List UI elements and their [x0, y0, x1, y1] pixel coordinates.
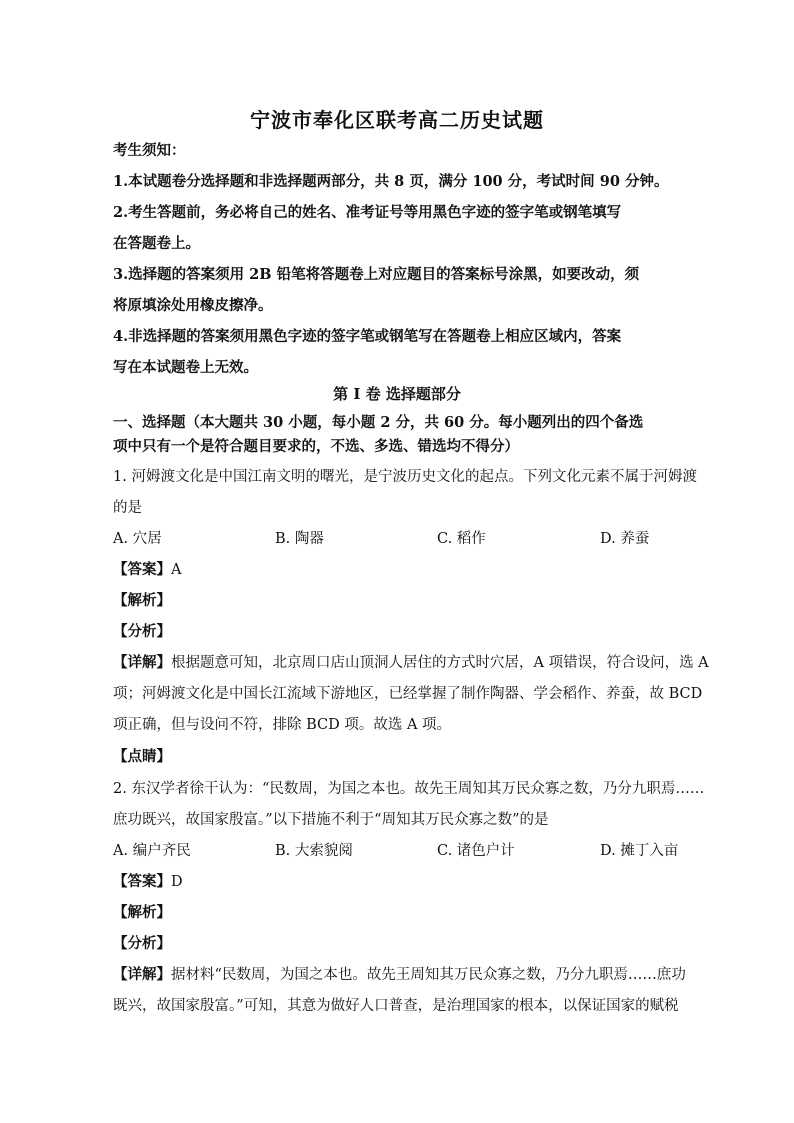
option-d: D. 养蚕 [600, 531, 650, 547]
notice-item: 4.非选择题的答案须用黑色字迹的签字笔或钢笔写在答题卷上相应区域内，答案 [113, 328, 622, 345]
detail-text: 根据题意可知，北京周口店山顶洞人居住的方式时穴居，A 项错误，符合设问，选 A [171, 655, 709, 671]
analysis-tag: 【解析】 [113, 592, 171, 609]
answer-value: D [171, 874, 183, 890]
notice-item: 在答题卷上。 [113, 235, 200, 252]
detail-line [113, 653, 709, 673]
fenxi-tag: 【分析】 [113, 623, 171, 640]
answer-line [113, 872, 183, 892]
detail-tag: 【详解】 [113, 654, 171, 671]
notice-item: 2.考生答题前，务必将自己的姓名、准考证号等用黑色字迹的签字笔或钢笔填写 [113, 204, 622, 221]
question-1-stem: 的是 [113, 500, 142, 516]
detail-text: 据材料“民数周，为国之本也。故先王周知其万民众寡之数，乃分九职焉……庶功 [171, 967, 686, 983]
option-c: C. 诸色户计 [437, 843, 515, 859]
fenxi-tag: 【分析】 [113, 935, 171, 952]
detail-tag: 【详解】 [113, 966, 171, 983]
option-c: C. 稻作 [437, 531, 486, 547]
answer-value: A [171, 562, 182, 578]
detail-line: 项；河姆渡文化是中国长江流域下游地区，已经掌握了制作陶器、学会稻作、养蚕，故 BCD [113, 686, 703, 702]
detail-line: 项正确，但与设问不符，排除 BCD 项。故选 A 项。 [113, 717, 452, 733]
question-2-stem: 庶功既兴，故国家殷富。”以下措施不利于“周知其万民众寡之数”的是 [113, 812, 549, 828]
detail-line: 既兴，故国家殷富。”可知，其意为做好人口普查，是治理国家的根本，以保证国家的赋税 [113, 998, 679, 1014]
answer-tag: 【答案】 [113, 561, 171, 578]
part-heading: 项中只有一个是符合题目要求的，不选、多选、错选均不得分） [113, 438, 519, 455]
option-a: A. 编户齐民 [113, 843, 191, 859]
analysis-tag: 【解析】 [113, 904, 171, 921]
question-1-stem: 1. 河姆渡文化是中国江南文明的曙光，是宁波历史文化的起点。下列文化元素不属于河姆渡 [113, 469, 697, 485]
page-title: 宁波市奉化区联考高二历史试题 [250, 108, 544, 132]
section-title: 第 I 卷 选择题部分 [333, 385, 461, 403]
option-d: D. 摊丁入亩 [600, 843, 679, 859]
option-a: A. 穴居 [113, 531, 162, 547]
dianjing-tag: 【点睛】 [113, 748, 171, 765]
answer-line [113, 560, 181, 580]
question-2-stem: 2. 东汉学者徐干认为：“民数周，为国之本也。故先王周知其万民众寡之数，乃分九职焉…… [113, 781, 705, 797]
notice-heading: 考生须知： [113, 142, 186, 159]
detail-line [113, 965, 686, 985]
option-b: B. 陶器 [275, 531, 324, 547]
answer-tag: 【答案】 [113, 873, 171, 890]
part-heading: 一、选择题（本大题共 30 小题，每小题 2 分，共 60 分。每小题列出的四个备选 [113, 414, 644, 431]
notice-item: 将原填涂处用橡皮擦净。 [113, 297, 273, 314]
notice-item: 3.选择题的答案须用 2B 铅笔将答题卷上对应题目的答案标号涂黑，如要改动，须 [113, 266, 640, 283]
notice-item: 写在本试题卷上无效。 [113, 359, 258, 376]
notice-item: 1.本试题卷分选择题和非选择题两部分，共 8 页，满分 100 分，考试时间 90 分钟。 [113, 173, 669, 190]
option-b: B. 大索貌阅 [275, 843, 353, 859]
